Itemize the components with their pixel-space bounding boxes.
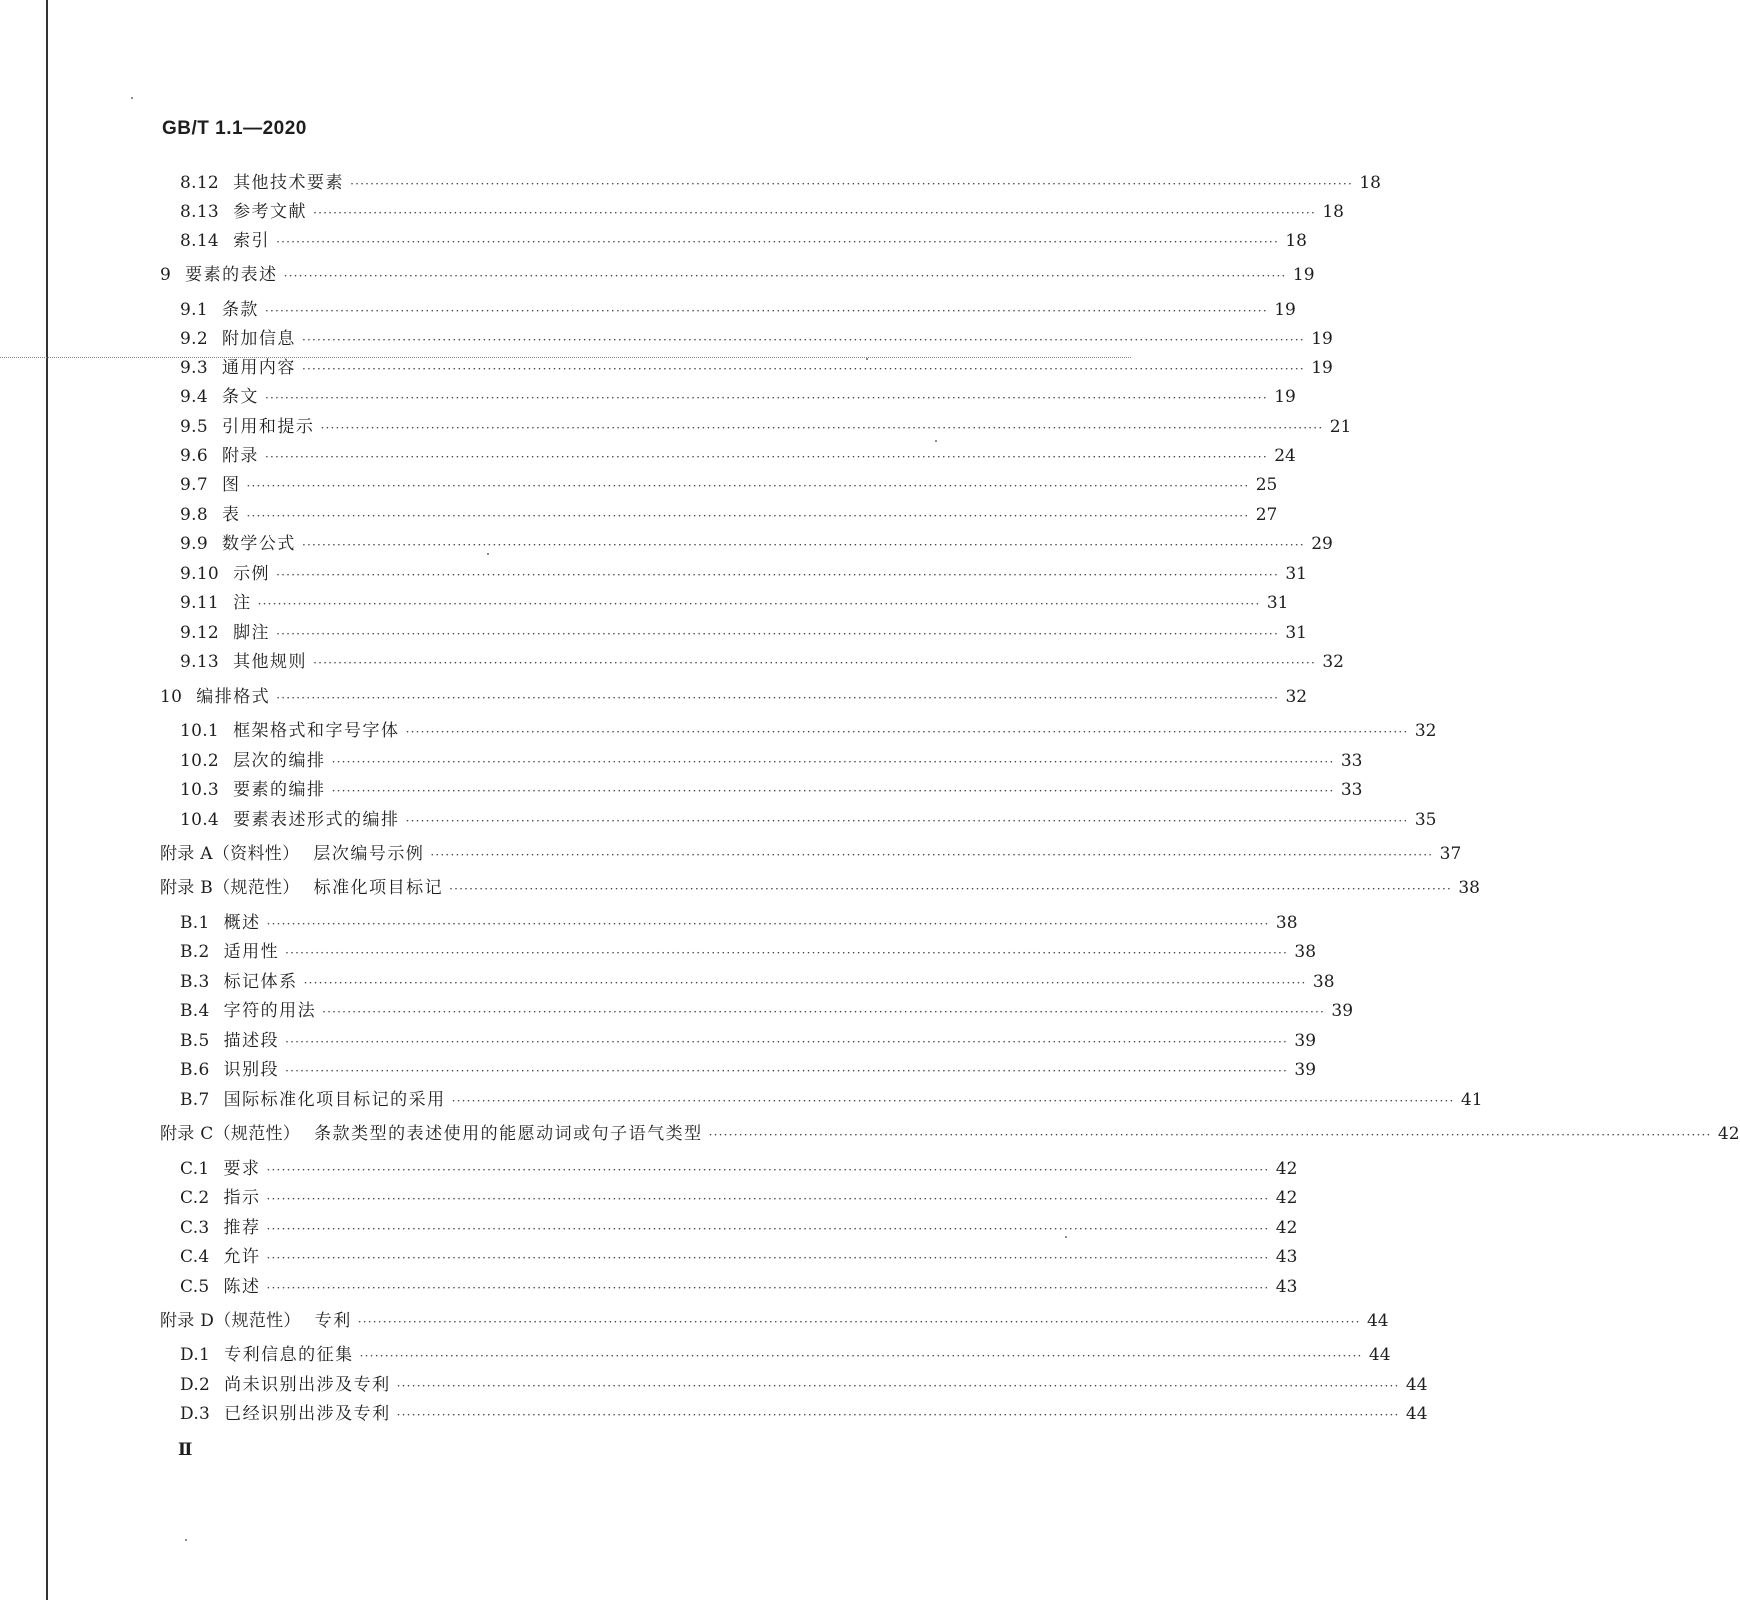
toc-entry-page: 39 bbox=[1294, 1031, 1317, 1051]
toc-entry-title: 其他规则 bbox=[233, 652, 308, 672]
toc-entry-number: 9.8 bbox=[180, 505, 208, 525]
toc-entry-page: 32 bbox=[1414, 721, 1437, 741]
toc-leader-dots: ········································································································································································································ bbox=[396, 1379, 1400, 1393]
toc-entry-number: 9.11 bbox=[180, 593, 220, 613]
toc-entry-number: B.3 bbox=[180, 972, 210, 992]
toc-entry[interactable] bbox=[180, 197, 1344, 223]
toc-entry-page: 39 bbox=[1294, 1060, 1317, 1080]
toc-entry-page: 19 bbox=[1274, 387, 1296, 407]
toc-entry-number: 8.13 bbox=[180, 202, 220, 222]
toc-entry-number: C.4 bbox=[180, 1247, 210, 1267]
toc-entry[interactable] bbox=[180, 716, 1437, 742]
toc-entry-number: B.1 bbox=[180, 913, 210, 933]
toc-leader-dots: ········································································································································································································ bbox=[357, 1315, 1361, 1329]
toc-entry[interactable] bbox=[180, 746, 1363, 772]
toc-leader-dots: ········································································································································································································ bbox=[266, 1251, 1270, 1265]
toc-entry[interactable] bbox=[180, 1340, 1391, 1366]
toc-entry-page: 38 bbox=[1294, 942, 1317, 962]
toc-entry-number: 附录 D（规范性） bbox=[160, 1311, 301, 1331]
toc-leader-dots: ········································································································································································································ bbox=[285, 1035, 1289, 1049]
toc-entry-title: 参考文献 bbox=[233, 202, 308, 222]
toc-entry-number: D.1 bbox=[180, 1345, 211, 1365]
toc-entry-number: 附录 A（资料性） bbox=[160, 844, 300, 864]
toc-entry-title: 条款 bbox=[221, 300, 259, 320]
toc-entry-page: 31 bbox=[1285, 623, 1307, 643]
toc-entry-number: C.2 bbox=[180, 1188, 210, 1208]
toc-entry-title: 国际标准化项目标记的采用 bbox=[223, 1090, 446, 1110]
toc-entry-page: 43 bbox=[1275, 1247, 1298, 1267]
toc-leader-dots: ········································································································································································································ bbox=[246, 479, 1250, 493]
toc-leader-dots: ········································································································································································································ bbox=[322, 1005, 1326, 1019]
toc-entry-number: C.1 bbox=[180, 1159, 210, 1179]
toc-entry-title: 条文 bbox=[221, 387, 259, 407]
toc-leader-dots: ········································································································································································································ bbox=[266, 1192, 1270, 1206]
toc-entry-number: 10.2 bbox=[180, 751, 220, 771]
toc-entry-number: B.2 bbox=[180, 942, 210, 962]
toc-entry-page: 32 bbox=[1285, 687, 1308, 707]
toc-entry-number: 9.12 bbox=[180, 623, 220, 643]
toc-leader-dots: ········································································································································································································ bbox=[350, 177, 1353, 191]
toc-entry-title: 推荐 bbox=[223, 1218, 261, 1238]
toc-entry[interactable] bbox=[180, 1272, 1298, 1298]
toc-entry[interactable] bbox=[180, 559, 1307, 585]
toc-entry-number: 9.10 bbox=[180, 564, 220, 584]
toc-entry-page: 33 bbox=[1340, 780, 1363, 800]
toc-entry-number: 9.3 bbox=[180, 358, 208, 378]
toc-entry[interactable] bbox=[180, 1183, 1298, 1209]
toc-leader-dots: ········································································································································································································ bbox=[264, 304, 1268, 318]
toc-entry-title: 陈述 bbox=[223, 1277, 261, 1297]
toc-entry-page: 19 bbox=[1292, 265, 1315, 285]
toc-entry-number: B.5 bbox=[180, 1031, 210, 1051]
toc-entry-page: 37 bbox=[1439, 844, 1462, 864]
toc-entry-number: 附录 B（规范性） bbox=[160, 878, 300, 898]
toc-leader-dots: ········································································································································································································ bbox=[285, 1064, 1289, 1078]
toc-entry[interactable] bbox=[180, 1399, 1428, 1425]
toc-entry-number: 9.5 bbox=[180, 417, 208, 437]
toc-entry[interactable] bbox=[180, 967, 1335, 993]
toc-leader-dots: ········································································································································································································ bbox=[430, 848, 1434, 862]
toc-entry-title: 专利 bbox=[314, 1311, 352, 1331]
toc-entry-number: 9.7 bbox=[180, 475, 208, 495]
toc-entry-title: 注 bbox=[233, 593, 252, 613]
toc-entry[interactable] bbox=[180, 470, 1278, 496]
toc-entry-number: D.3 bbox=[180, 1404, 211, 1424]
toc-entry-page: 18 bbox=[1285, 231, 1307, 251]
toc-entry-title: 附录 bbox=[221, 446, 259, 466]
toc-entry-title: 允许 bbox=[223, 1247, 261, 1267]
toc-leader-dots: ········································································································································································································ bbox=[313, 206, 1316, 220]
toc-leader-dots: ········································································································································································································ bbox=[708, 1128, 1712, 1142]
toc-entry-title: 要素表述形式的编排 bbox=[233, 810, 400, 830]
toc-entry-page: 18 bbox=[1322, 202, 1344, 222]
toc-entry-page: 38 bbox=[1458, 878, 1480, 898]
toc-entry-page: 31 bbox=[1266, 593, 1289, 613]
toc-leader-dots: ········································································································································································································ bbox=[246, 509, 1250, 523]
toc-entry[interactable] bbox=[180, 1085, 1483, 1111]
toc-entry[interactable] bbox=[180, 1370, 1428, 1396]
toc-entry-number: C.3 bbox=[180, 1218, 210, 1238]
toc-entry[interactable] bbox=[180, 295, 1296, 321]
toc-entry[interactable] bbox=[180, 647, 1344, 673]
toc-entry[interactable] bbox=[180, 588, 1289, 614]
toc-leader-dots: ········································································································································································································ bbox=[257, 597, 1261, 611]
toc-entry-page: 44 bbox=[1366, 1311, 1389, 1331]
toc-entry-page: 31 bbox=[1285, 564, 1307, 584]
toc-leader-dots: ········································································································································································································ bbox=[320, 421, 1324, 435]
toc-leader-dots: ········································································································································································································ bbox=[301, 333, 1305, 347]
toc-leader-dots: ········································································································································································································ bbox=[283, 269, 1287, 283]
toc-leader-dots: ········································································································································································································ bbox=[313, 656, 1316, 670]
toc-entry-number: 9.2 bbox=[180, 329, 208, 349]
toc-entry-page: 35 bbox=[1414, 810, 1437, 830]
toc-leader-dots: ········································································································································································································ bbox=[303, 976, 1307, 990]
toc-entry-number: B.7 bbox=[180, 1090, 210, 1110]
toc-entry[interactable] bbox=[180, 529, 1333, 555]
toc-entry-page: 41 bbox=[1460, 1090, 1483, 1110]
toc-entry-title: 表 bbox=[221, 505, 241, 525]
toc-leader-dots: ········································································································································································································ bbox=[264, 391, 1268, 405]
toc-entry-title: 适用性 bbox=[223, 942, 280, 962]
toc-leader-dots: ········································································································································································································ bbox=[405, 814, 1409, 828]
toc-entry-title: 专利信息的征集 bbox=[224, 1345, 354, 1365]
toc-entry-title: 图 bbox=[221, 475, 241, 495]
toc-entry-page: 38 bbox=[1275, 913, 1298, 933]
page-number-footer: Ⅱ bbox=[178, 1440, 193, 1460]
toc-entry-number: 9.1 bbox=[180, 300, 208, 320]
toc-entry[interactable] bbox=[160, 1306, 1389, 1332]
toc-entry[interactable] bbox=[180, 805, 1437, 831]
toc-entry-number: 9.6 bbox=[180, 446, 208, 466]
toc-entry[interactable] bbox=[180, 1154, 1298, 1180]
toc-entry-title: 示例 bbox=[233, 564, 271, 584]
toc-entry-title: 描述段 bbox=[223, 1031, 280, 1051]
toc-leader-dots: ········································································································································································································ bbox=[405, 725, 1409, 739]
toc-leader-dots: ········································································································································································································ bbox=[266, 1281, 1270, 1295]
toc-entry-title: 识别段 bbox=[223, 1060, 280, 1080]
toc-entry-title: 尚未识别出涉及专利 bbox=[224, 1375, 391, 1395]
toc-entry-page: 33 bbox=[1340, 751, 1363, 771]
toc-leader-dots: ········································································································································································································ bbox=[285, 946, 1289, 960]
toc-leader-dots: ········································································································································································································ bbox=[266, 1163, 1270, 1177]
toc-entry-title: 概述 bbox=[223, 913, 261, 933]
toc-entry-title: 其他技术要素 bbox=[233, 173, 345, 193]
toc-entry[interactable] bbox=[180, 168, 1381, 194]
toc-entry-page: 29 bbox=[1311, 534, 1333, 554]
toc-entry[interactable] bbox=[180, 412, 1352, 438]
toc-entry-page: 19 bbox=[1274, 300, 1296, 320]
toc-entry[interactable] bbox=[160, 839, 1462, 865]
toc-entry-page: 42 bbox=[1275, 1188, 1298, 1208]
toc-entry-page: 25 bbox=[1255, 475, 1278, 495]
toc-leader-dots: ········································································································································································································ bbox=[451, 1094, 1455, 1108]
toc-entry-number: 10.4 bbox=[180, 810, 220, 830]
standard-code-header: GB/T 1.1—2020 bbox=[162, 118, 307, 139]
toc-entry-page: 32 bbox=[1322, 652, 1344, 672]
toc-leader-dots: ········································································································································································································ bbox=[276, 568, 1279, 582]
toc-entry-number: D.2 bbox=[180, 1375, 211, 1395]
toc-entry-title: 引用和提示 bbox=[221, 417, 315, 437]
toc-entry[interactable] bbox=[180, 353, 1333, 379]
toc-entry[interactable] bbox=[180, 324, 1333, 350]
toc-entry[interactable] bbox=[160, 260, 1315, 286]
toc-entry-title: 脚注 bbox=[233, 623, 271, 643]
toc-entry-title: 索引 bbox=[233, 231, 271, 251]
toc-entry-number: 9 bbox=[160, 265, 172, 285]
toc-leader-dots: ········································································································································································································ bbox=[449, 882, 1452, 896]
toc-leader-dots: ········································································································································································································ bbox=[276, 235, 1279, 249]
toc-entry-page: 44 bbox=[1368, 1345, 1391, 1365]
toc-entry-number: B.4 bbox=[180, 1001, 210, 1021]
toc-entry-title: 标记体系 bbox=[223, 972, 298, 992]
toc-entry[interactable] bbox=[180, 996, 1354, 1022]
toc-entry-page: 19 bbox=[1311, 358, 1333, 378]
toc-leader-dots: ········································································································································································································ bbox=[396, 1408, 1400, 1422]
toc-entry-title: 条款类型的表述使用的能愿动词或句子语气类型 bbox=[314, 1124, 703, 1144]
toc-entry-page: 27 bbox=[1255, 505, 1278, 525]
toc-leader-dots: ········································································································································································································ bbox=[276, 627, 1279, 641]
toc-leader-dots: ········································································································································································································ bbox=[301, 538, 1305, 552]
toc-entry-title: 已经识别出涉及专利 bbox=[224, 1404, 391, 1424]
toc-entry[interactable] bbox=[160, 1119, 1740, 1145]
toc-entry[interactable] bbox=[160, 873, 1480, 899]
toc-entry-number: 10.1 bbox=[180, 721, 220, 741]
toc-entry-page: 24 bbox=[1274, 446, 1296, 466]
toc-entry[interactable] bbox=[180, 441, 1296, 467]
toc-leader-dots: ········································································································································································································ bbox=[331, 755, 1335, 769]
toc-entry-title: 层次的编排 bbox=[233, 751, 326, 771]
toc-entry-title: 要求 bbox=[223, 1159, 261, 1179]
toc-entry[interactable] bbox=[180, 1213, 1298, 1239]
toc-entry-page: 38 bbox=[1312, 972, 1335, 992]
toc-entry-page: 44 bbox=[1405, 1375, 1428, 1395]
toc-entry-title: 字符的用法 bbox=[223, 1001, 317, 1021]
toc-entry-page: 42 bbox=[1275, 1159, 1298, 1179]
toc-entry-number: 8.12 bbox=[180, 173, 220, 193]
toc-entry[interactable] bbox=[180, 618, 1307, 644]
toc-entry-title: 标准化项目标记 bbox=[313, 878, 444, 898]
toc-leader-dots: ········································································································································································································ bbox=[276, 691, 1280, 705]
toc-entry[interactable] bbox=[180, 1055, 1317, 1081]
toc-entry-number: C.5 bbox=[180, 1277, 210, 1297]
toc-entry-title: 指示 bbox=[223, 1188, 261, 1208]
toc-entry-number: 9.4 bbox=[180, 387, 208, 407]
toc-leader-dots: ········································································································································································································ bbox=[331, 784, 1335, 798]
toc-leader-dots: ········································································································································································································ bbox=[264, 450, 1268, 464]
toc-entry-title: 附加信息 bbox=[221, 329, 296, 349]
toc-entry-number: 9.9 bbox=[180, 534, 208, 554]
toc-entry[interactable] bbox=[180, 382, 1296, 408]
toc-entry-page: 21 bbox=[1329, 417, 1352, 437]
toc-entry-title: 编排格式 bbox=[196, 687, 271, 707]
toc-entry-page: 42 bbox=[1717, 1124, 1740, 1144]
toc-leader-dots: ········································································································································································································ bbox=[266, 917, 1270, 931]
toc-leader-dots: ········································································································································································································ bbox=[301, 362, 1305, 376]
toc-entry-page: 19 bbox=[1311, 329, 1333, 349]
toc-entry-title: 要素的编排 bbox=[233, 780, 326, 800]
toc-leader-dots: ········································································································································································································ bbox=[266, 1222, 1270, 1236]
toc-entry-number: 8.14 bbox=[180, 231, 220, 251]
toc-entry-title: 通用内容 bbox=[221, 358, 296, 378]
toc-entry-title: 层次编号示例 bbox=[313, 844, 425, 864]
toc-entry[interactable] bbox=[180, 226, 1307, 252]
toc-entry-title: 要素的表述 bbox=[185, 265, 278, 285]
toc-leader-dots: ········································································································································································································ bbox=[359, 1349, 1363, 1363]
toc-entry-number: 10 bbox=[160, 687, 183, 707]
toc-entry-number: 附录 C（规范性） bbox=[160, 1124, 301, 1144]
toc-entry-title: 框架格式和字号字体 bbox=[233, 721, 400, 741]
toc-entry[interactable] bbox=[160, 682, 1308, 708]
toc-entry-title: 数学公式 bbox=[221, 534, 296, 554]
toc-entry[interactable] bbox=[180, 775, 1363, 801]
toc-entry-number: B.6 bbox=[180, 1060, 210, 1080]
toc-entry-number: 9.13 bbox=[180, 652, 220, 672]
toc-entry[interactable] bbox=[180, 1242, 1298, 1268]
toc-entry[interactable] bbox=[180, 937, 1317, 963]
toc-entry-number: 10.3 bbox=[180, 780, 220, 800]
toc-entry-page: 44 bbox=[1405, 1404, 1428, 1424]
toc-entry-page: 18 bbox=[1359, 173, 1381, 193]
toc-entry[interactable] bbox=[180, 908, 1298, 934]
toc-entry[interactable] bbox=[180, 1026, 1317, 1052]
toc-entry-page: 39 bbox=[1331, 1001, 1354, 1021]
toc-entry[interactable] bbox=[180, 500, 1278, 526]
toc-entry-page: 43 bbox=[1275, 1277, 1298, 1297]
toc-entry-page: 42 bbox=[1275, 1218, 1298, 1238]
